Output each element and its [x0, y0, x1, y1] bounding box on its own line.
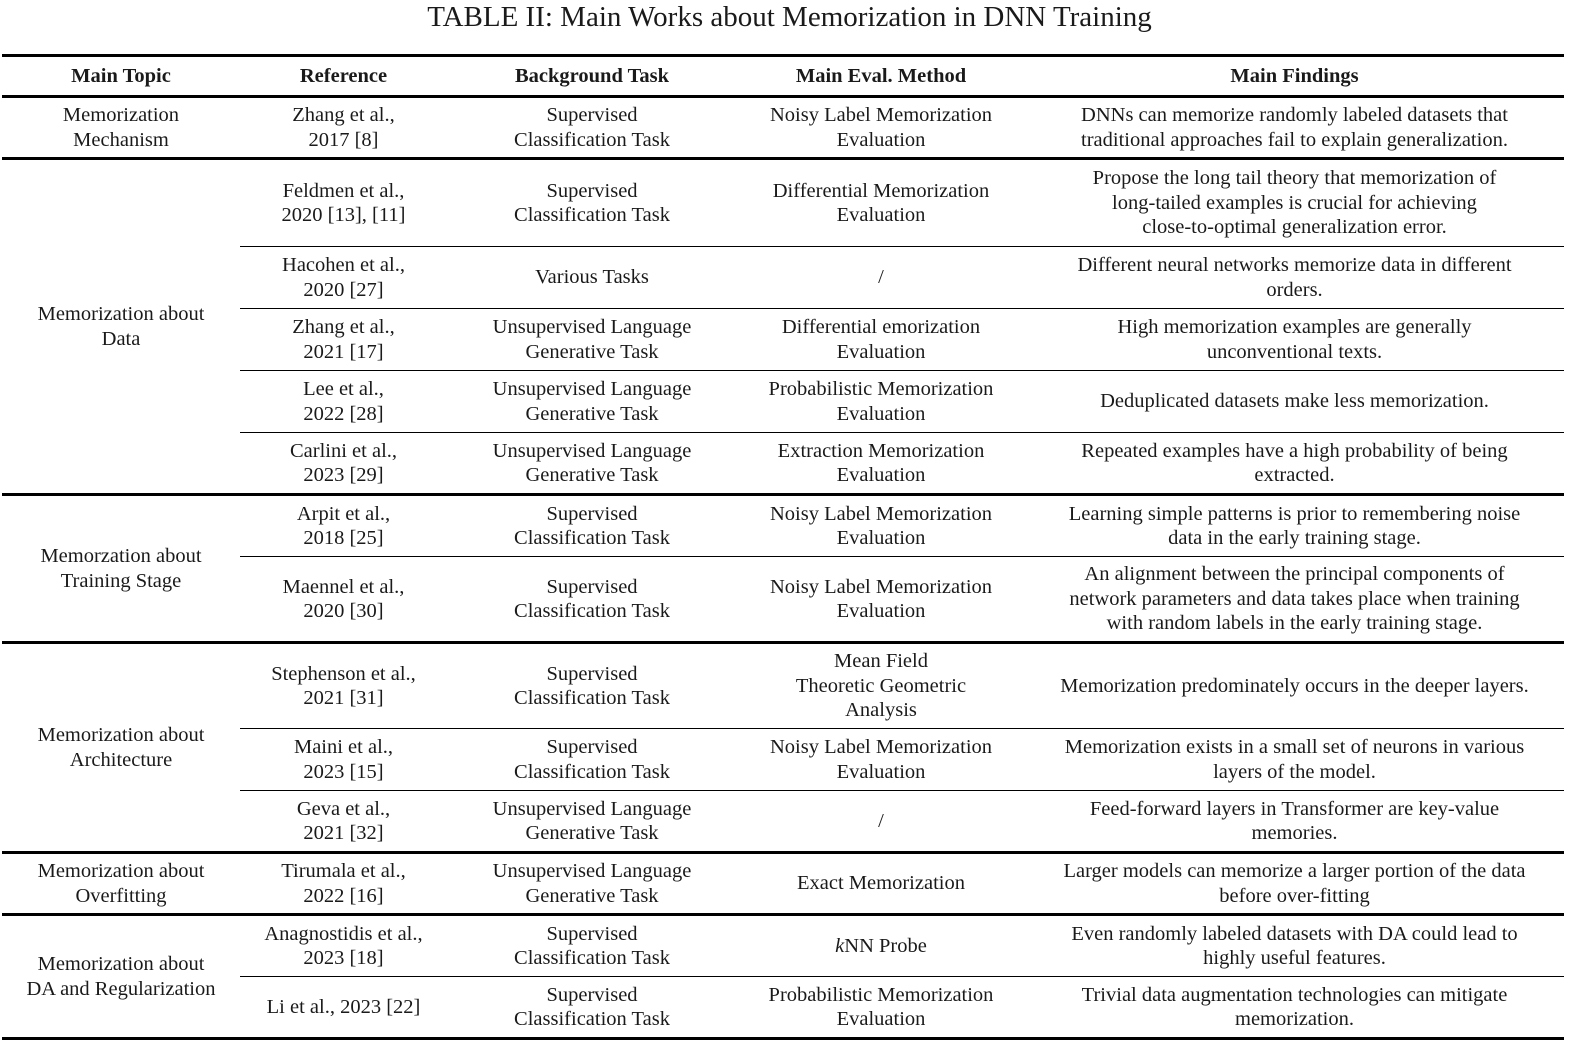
cell-main-finding: Repeated examples have a high probability of being extracted.	[1025, 433, 1564, 495]
cell-reference: Anagnostidis et al., 2023 [18]	[264, 922, 423, 969]
cell-background-task: Supervised Classification Task	[514, 662, 670, 709]
cell-main-topic: Memorization about DA and Regularization	[2, 915, 240, 1039]
cell-background-task: Supervised Classification Task	[447, 977, 737, 1039]
header-main-topic: Main Topic	[71, 64, 171, 87]
cell-eval-method: Noisy Label Memorization Evaluation	[737, 557, 1025, 643]
table-row	[2, 915, 1564, 977]
cell-reference: Zhang et al., 2021 [17]	[240, 309, 447, 371]
cell-eval-method: Probabilistic Memorization Evaluation	[737, 977, 1025, 1039]
cell-background-task: Unsupervised Language Generative Task	[447, 371, 737, 433]
cell-reference: Geva et al., 2021 [32]	[240, 791, 447, 853]
cell-reference: Hacohen et al., 2020 [27]	[240, 247, 447, 309]
cell-main-finding: Feed-forward layers in Transformer are key-value memories.	[1025, 791, 1564, 853]
method-rest: NN Probe	[844, 934, 927, 957]
cell-reference: Stephenson et al., 2021 [31]	[271, 662, 416, 709]
cell-reference: Feldmen et al., 2020 [13], [11]	[281, 179, 406, 226]
cell-main-finding: An alignment between the principal components of network parameters and data takes place when training with random labels in the early training stage.	[1025, 557, 1564, 643]
cell-main-finding: Propose the long tail theory that memorization of long-tailed examples is crucial for achieving close-to-optimal generalization error.	[1092, 167, 1497, 239]
cell-eval-method	[737, 915, 1025, 977]
cell-main-finding: High memorization examples are generally unconventional texts.	[1025, 309, 1564, 371]
table-row	[2, 643, 1564, 729]
cell-eval-method: Noisy Label Memorization Evaluation	[737, 97, 1025, 159]
cell-main-topic: Memorization about Architecture	[2, 643, 240, 853]
table-row	[2, 97, 1564, 159]
cell-eval-method: Noisy Label Memorization Evaluation	[737, 729, 1025, 791]
table-row	[2, 495, 1564, 557]
cell-main-finding: Different neural networks memorize data in different orders.	[1025, 247, 1564, 309]
cell-main-finding: DNNs can memorize randomly labeled datasets that traditional approaches fail to explain generalization.	[1025, 97, 1564, 159]
cell-eval-method: /	[737, 247, 1025, 309]
cell-background-task: Unsupervised Language Generative Task	[447, 853, 737, 915]
cell-main-finding: Memorization predominately occurs in the deeper layers.	[1060, 674, 1529, 697]
cell-main-finding: Learning simple patterns is prior to remembering noise data in the early training stage.	[1068, 502, 1521, 549]
cell-main-topic: Memorization about Data	[2, 159, 240, 495]
cell-background-task: Unsupervised Language Generative Task	[447, 433, 737, 495]
cell-eval-method: Exact Memorization	[737, 853, 1025, 915]
table-row	[2, 159, 1564, 247]
header-main-findings: Main Findings	[1230, 64, 1359, 87]
cell-reference: Arpit et al., 2018 [25]	[296, 502, 391, 549]
cell-reference: Maini et al., 2023 [15]	[240, 729, 447, 791]
cell-background-task: Unsupervised Language Generative Task	[447, 791, 737, 853]
method-italic-prefix: k	[835, 934, 845, 957]
cell-main-topic: Memorization Mechanism	[2, 97, 240, 159]
cell-background-task: Supervised Classification Task	[514, 922, 670, 969]
cell-background-task: Unsupervised Language Generative Task	[447, 309, 737, 371]
cell-background-task: Supervised Classification Task	[514, 502, 670, 549]
header-eval-method: Main Eval. Method	[795, 64, 967, 87]
cell-background-task: Supervised Classification Task	[514, 179, 670, 226]
cell-main-finding: Trivial data augmentation technologies can mitigate memorization.	[1025, 977, 1564, 1039]
cell-eval-method: Extraction Memorization Evaluation	[737, 433, 1025, 495]
cell-eval-method: Noisy Label Memorization Evaluation	[769, 502, 993, 549]
cell-main-finding: Even randomly labeled datasets with DA could lead to highly useful features.	[1071, 922, 1518, 969]
cell-reference: Lee et al., 2022 [28]	[240, 371, 447, 433]
cell-main-finding: Deduplicated datasets make less memorization.	[1025, 371, 1564, 433]
cell-background-task: Supervised Classification Task	[447, 557, 737, 643]
cell-background-task: Supervised Classification Task	[447, 729, 737, 791]
cell-background-task: Supervised Classification Task	[447, 97, 737, 159]
cell-main-topic: Memorzation about Training Stage	[2, 495, 240, 643]
cell-main-topic: Memorization about Overfitting	[2, 853, 240, 915]
header-background-task: Background Task	[514, 64, 670, 87]
cell-background-task: Various Tasks	[447, 247, 737, 309]
table-row	[2, 853, 1564, 915]
cell-eval-method: Differential emorization Evaluation	[737, 309, 1025, 371]
cell-eval-method: Mean Field Theoretic Geometric Analysis	[795, 650, 967, 722]
cell-main-finding: Memorization exists in a small set of neurons in various layers of the model.	[1025, 729, 1564, 791]
cell-reference: Zhang et al., 2017 [8]	[240, 97, 447, 159]
cell-reference: Tirumala et al., 2022 [16]	[240, 853, 447, 915]
cell-eval-method: /	[737, 791, 1025, 853]
header-reference: Reference	[299, 64, 388, 87]
cell-eval-method: Differential Memorization Evaluation	[772, 179, 990, 226]
cell-eval-method: Probabilistic Memorization Evaluation	[737, 371, 1025, 433]
cell-reference: Li et al., 2023 [22]	[240, 977, 447, 1039]
header-row	[2, 56, 1564, 97]
cell-reference: Carlini et al., 2023 [29]	[240, 433, 447, 495]
table-caption: TABLE II: Main Works about Memorization in DNN Training	[427, 1, 1152, 33]
cell-main-finding: Larger models can memorize a larger portion of the data before over-fitting	[1025, 853, 1564, 915]
memorization-table	[2, 54, 1564, 1040]
cell-reference: Maennel et al., 2020 [30]	[240, 557, 447, 643]
